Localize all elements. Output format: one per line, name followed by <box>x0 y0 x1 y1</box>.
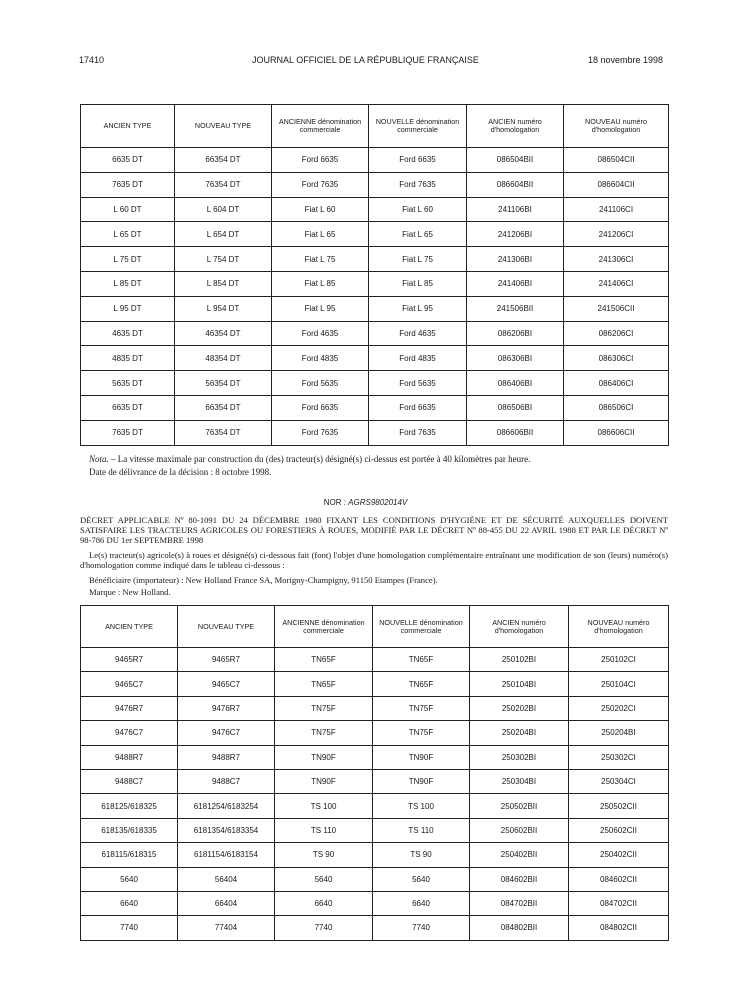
column-header: ANCIEN numéro d'homologation <box>467 105 564 148</box>
table-cell: 241306BI <box>467 247 564 272</box>
table-cell: L 754 DT <box>175 247 272 272</box>
table-cell: TS 100 <box>373 794 470 818</box>
table-cell: L 854 DT <box>175 271 272 296</box>
table-row <box>81 916 669 940</box>
table-cell: 7740 <box>275 916 373 940</box>
table-cell: 241106CI <box>564 197 669 222</box>
table-cell: 250204BI <box>470 721 569 745</box>
table-cell: 7740 <box>373 916 470 940</box>
table-cell: 241106BI <box>467 197 564 222</box>
table-cell: 086506CI <box>564 395 669 420</box>
table-cell: 9476R7 <box>81 696 178 720</box>
table-row <box>81 371 669 396</box>
table-cell: 241406BI <box>467 271 564 296</box>
table-cell: 250502BII <box>470 794 569 818</box>
table-row <box>81 794 669 818</box>
table-cell: 250202CI <box>569 696 669 720</box>
table-cell: 241306CI <box>564 247 669 272</box>
table-row <box>81 769 669 793</box>
table-header-row <box>81 105 669 148</box>
table-cell: 6181254/6183254 <box>178 794 275 818</box>
table-cell: TN90F <box>373 745 470 769</box>
table-cell: L 654 DT <box>175 222 272 247</box>
table-cell: 6181354/6183354 <box>178 818 275 842</box>
table-cell: 084602CII <box>569 867 669 891</box>
column-header: ANCIEN TYPE <box>81 105 175 148</box>
table-cell: L 954 DT <box>175 296 272 321</box>
table-cell: 241206BI <box>467 222 564 247</box>
table-row <box>81 648 669 672</box>
table-cell: 56354 DT <box>175 371 272 396</box>
table-cell: 6640 <box>373 891 470 915</box>
table-cell: Ford 4635 <box>369 321 467 346</box>
table-cell: 5640 <box>81 867 178 891</box>
table-cell: 56404 <box>178 867 275 891</box>
table-cell: 250202BI <box>470 696 569 720</box>
nota-label: Nota. <box>89 454 109 464</box>
nota-text: – La vitesse maximale par construction du (des) tracteur(s) désigné(s) ci-dessus est portée à 40 kilomètres par heure. <box>108 454 531 464</box>
table-cell: 084602BII <box>470 867 569 891</box>
column-header: ANCIEN TYPE <box>81 606 178 648</box>
beneficiaire-line: Bénéficiaire (importateur) : New Holland France SA, Morigny-Champigny, 91150 Etampes (France). <box>89 575 438 585</box>
table-cell: Fiat L 75 <box>369 247 467 272</box>
table-cell: 6640 <box>275 891 373 915</box>
table-cell: 250102BI <box>470 648 569 672</box>
table-row <box>81 271 669 296</box>
table-cell: Fiat L 75 <box>272 247 369 272</box>
table-cell: TN75F <box>373 721 470 745</box>
table-cell: Ford 5635 <box>272 371 369 396</box>
table-cell: TS 90 <box>373 843 470 867</box>
table-cell: Fiat L 65 <box>272 222 369 247</box>
table-cell: TS 110 <box>373 818 470 842</box>
table-cell: 084802CII <box>569 916 669 940</box>
table-row <box>81 721 669 745</box>
column-header: NOUVELLE dénomination commerciale <box>369 105 467 148</box>
table-cell: TN90F <box>275 769 373 793</box>
table-cell: 6181154/6183154 <box>178 843 275 867</box>
table-cell: 250102CI <box>569 648 669 672</box>
nor-code: AGRS9802014V <box>348 498 408 507</box>
table-cell: 9488C7 <box>178 769 275 793</box>
table-cell: 618125/618325 <box>81 794 178 818</box>
table-cell: 9465R7 <box>178 648 275 672</box>
table-cell: 250104CI <box>569 672 669 696</box>
table-cell: 6635 DT <box>81 395 175 420</box>
table-cell: 4835 DT <box>81 346 175 371</box>
table-cell: 618115/618315 <box>81 843 178 867</box>
table-cell: 7635 DT <box>81 172 175 197</box>
table-cell: Ford 6635 <box>369 395 467 420</box>
table-row <box>81 745 669 769</box>
issue-date: 18 novembre 1998 <box>587 55 663 65</box>
journal-title: JOURNAL OFFICIEL DE LA RÉPUBLIQUE FRANÇAISE <box>252 55 479 65</box>
table-cell: 086606CII <box>564 420 669 445</box>
table-cell: 250602CII <box>569 818 669 842</box>
table-row <box>81 197 669 222</box>
table-cell: 9488R7 <box>178 745 275 769</box>
column-header: NOUVEAU numéro d'homologation <box>569 606 669 648</box>
table-cell: L 75 DT <box>81 247 175 272</box>
table-cell: 48354 DT <box>175 346 272 371</box>
table-cell: Fiat L 60 <box>369 197 467 222</box>
table-cell: 76354 DT <box>175 172 272 197</box>
table-cell: 9476C7 <box>178 721 275 745</box>
table-cell: L 65 DT <box>81 222 175 247</box>
homologation-table-1 <box>80 104 669 446</box>
table-cell: 250602BII <box>470 818 569 842</box>
table-cell: 241206CI <box>564 222 669 247</box>
table-cell: 5640 <box>373 867 470 891</box>
table-cell: TN65F <box>373 672 470 696</box>
marque-line: Marque : New Holland. <box>89 587 171 597</box>
table-cell: 086606BII <box>467 420 564 445</box>
table-cell: 9465C7 <box>81 672 178 696</box>
table-cell: Ford 4835 <box>272 346 369 371</box>
table-cell: 086604BII <box>467 172 564 197</box>
table-header-row <box>81 606 669 648</box>
table-cell: Fiat L 95 <box>272 296 369 321</box>
table-cell: 5635 DT <box>81 371 175 396</box>
nor-label: NOR : <box>323 498 349 507</box>
table-row <box>81 321 669 346</box>
table-row <box>81 172 669 197</box>
table-cell: TN65F <box>275 648 373 672</box>
table-cell: Ford 4835 <box>369 346 467 371</box>
table-cell: Ford 7635 <box>272 172 369 197</box>
column-header: ANCIENNE dénomination commerciale <box>272 105 369 148</box>
table-row <box>81 346 669 371</box>
table-cell: 77404 <box>178 916 275 940</box>
nota-paragraph <box>89 454 669 465</box>
table-cell: 086504CII <box>564 148 669 173</box>
table-cell: L 604 DT <box>175 197 272 222</box>
nor-reference <box>0 497 731 508</box>
table-cell: 086206CI <box>564 321 669 346</box>
table-row <box>81 696 669 720</box>
decision-date: Date de délivrance de la décision : 8 octobre 1998. <box>89 467 272 477</box>
table-row <box>81 395 669 420</box>
table-cell: Fiat L 60 <box>272 197 369 222</box>
table-cell: TN75F <box>275 696 373 720</box>
table-cell: 086306CI <box>564 346 669 371</box>
table-cell: Fiat L 95 <box>369 296 467 321</box>
table-cell: 6640 <box>81 891 178 915</box>
table-cell: 7635 DT <box>81 420 175 445</box>
intro-paragraph: Le(s) tracteur(s) agricole(s) à roues et désigné(s) ci-dessous fait (font) l'objet d'une homologation complémentaire entraînant une modification de son (leurs) numéro(s) d'homologation comme indiqué dans le tableau ci-dessous : <box>80 550 668 570</box>
table-cell: TS 90 <box>275 843 373 867</box>
table-cell: TN75F <box>373 696 470 720</box>
table-cell: 9476C7 <box>81 721 178 745</box>
table-cell: 241406CI <box>564 271 669 296</box>
table-cell: TN90F <box>373 769 470 793</box>
column-header: NOUVEAU TYPE <box>178 606 275 648</box>
table-cell: 6635 DT <box>81 148 175 173</box>
table-cell: TN65F <box>275 672 373 696</box>
table-cell: 086406CI <box>564 371 669 396</box>
table-cell: 086406BI <box>467 371 564 396</box>
table-cell: 086206BI <box>467 321 564 346</box>
table-cell: 250402CII <box>569 843 669 867</box>
column-header: NOUVEAU numéro d'homologation <box>564 105 669 148</box>
table-cell: 241506BII <box>467 296 564 321</box>
table-cell: 250204BI <box>569 721 669 745</box>
table-row <box>81 891 669 915</box>
table-cell: 76354 DT <box>175 420 272 445</box>
table-cell: Ford 6635 <box>272 148 369 173</box>
column-header: ANCIENNE dénomination commerciale <box>275 606 373 648</box>
table-cell: 66354 DT <box>175 148 272 173</box>
table-cell: TN75F <box>275 721 373 745</box>
table-cell: 086604CII <box>564 172 669 197</box>
table-cell: 9465R7 <box>81 648 178 672</box>
table-cell: 250304CI <box>569 769 669 793</box>
page-number: 17410 <box>79 55 105 65</box>
table-cell: Ford 5635 <box>369 371 467 396</box>
table-row <box>81 222 669 247</box>
homologation-table-2 <box>80 605 669 941</box>
table-cell: 250302CI <box>569 745 669 769</box>
table-cell: 250302BI <box>470 745 569 769</box>
table-cell: Fiat L 85 <box>272 271 369 296</box>
table-cell: 250104BI <box>470 672 569 696</box>
table-cell: 46354 DT <box>175 321 272 346</box>
table-cell: L 60 DT <box>81 197 175 222</box>
table-cell: L 85 DT <box>81 271 175 296</box>
table-cell: 086506BI <box>467 395 564 420</box>
table-cell: Ford 6635 <box>272 395 369 420</box>
table-cell: 618135/618335 <box>81 818 178 842</box>
table-cell: 241506CII <box>564 296 669 321</box>
table-cell: 66354 DT <box>175 395 272 420</box>
table-row <box>81 296 669 321</box>
table-cell: 9465C7 <box>178 672 275 696</box>
table-cell: 250402BII <box>470 843 569 867</box>
table-row <box>81 672 669 696</box>
table-row <box>81 420 669 445</box>
decret-title: DÉCRET APPLICABLE Nº 80-1091 DU 24 DÉCEMBRE 1980 FIXANT LES CONDITIONS D'HYGIÈNE ET DE SÉCURITÉ AUXQUELLES DOIVENT SATISFAIRE LES TRACTEURS AGRICOLES OU FORESTIERS À ROUES, MODIFIÉ PAR LE DÉCRET Nº 88-455 DU 22 AVRIL 1988 ET PAR LE DÉCRET Nº 98-786 DU 1er SEPTEMBRE 1998 <box>80 515 668 545</box>
table-cell: Fiat L 65 <box>369 222 467 247</box>
table-row <box>81 867 669 891</box>
table-cell: Fiat L 85 <box>369 271 467 296</box>
table-cell: Ford 7635 <box>369 172 467 197</box>
table-cell: Ford 4635 <box>272 321 369 346</box>
column-header: NOUVELLE dénomination commerciale <box>373 606 470 648</box>
table-body <box>81 148 669 446</box>
column-header: ANCIEN numéro d'homologation <box>470 606 569 648</box>
table-cell: 7740 <box>81 916 178 940</box>
table-cell: 084702CII <box>569 891 669 915</box>
column-header: NOUVEAU TYPE <box>175 105 272 148</box>
table-cell: 9488R7 <box>81 745 178 769</box>
table-row <box>81 818 669 842</box>
table-cell: Ford 7635 <box>272 420 369 445</box>
table-body <box>81 648 669 941</box>
table-cell: 9476R7 <box>178 696 275 720</box>
table-row <box>81 148 669 173</box>
table-cell: TN90F <box>275 745 373 769</box>
table-cell: 084802BII <box>470 916 569 940</box>
table-cell: 250304BI <box>470 769 569 793</box>
table-cell: TN65F <box>373 648 470 672</box>
table-row <box>81 247 669 272</box>
table-cell: 250502CII <box>569 794 669 818</box>
table-cell: 086306BI <box>467 346 564 371</box>
table-cell: 086504BII <box>467 148 564 173</box>
table-cell: L 95 DT <box>81 296 175 321</box>
table-row <box>81 843 669 867</box>
table-cell: Ford 7635 <box>369 420 467 445</box>
table-cell: Ford 6635 <box>369 148 467 173</box>
table-cell: 9488C7 <box>81 769 178 793</box>
table-cell: 4635 DT <box>81 321 175 346</box>
table-cell: TS 110 <box>275 818 373 842</box>
table-cell: TS 100 <box>275 794 373 818</box>
table-cell: 5640 <box>275 867 373 891</box>
table-cell: 66404 <box>178 891 275 915</box>
table-cell: 084702BII <box>470 891 569 915</box>
